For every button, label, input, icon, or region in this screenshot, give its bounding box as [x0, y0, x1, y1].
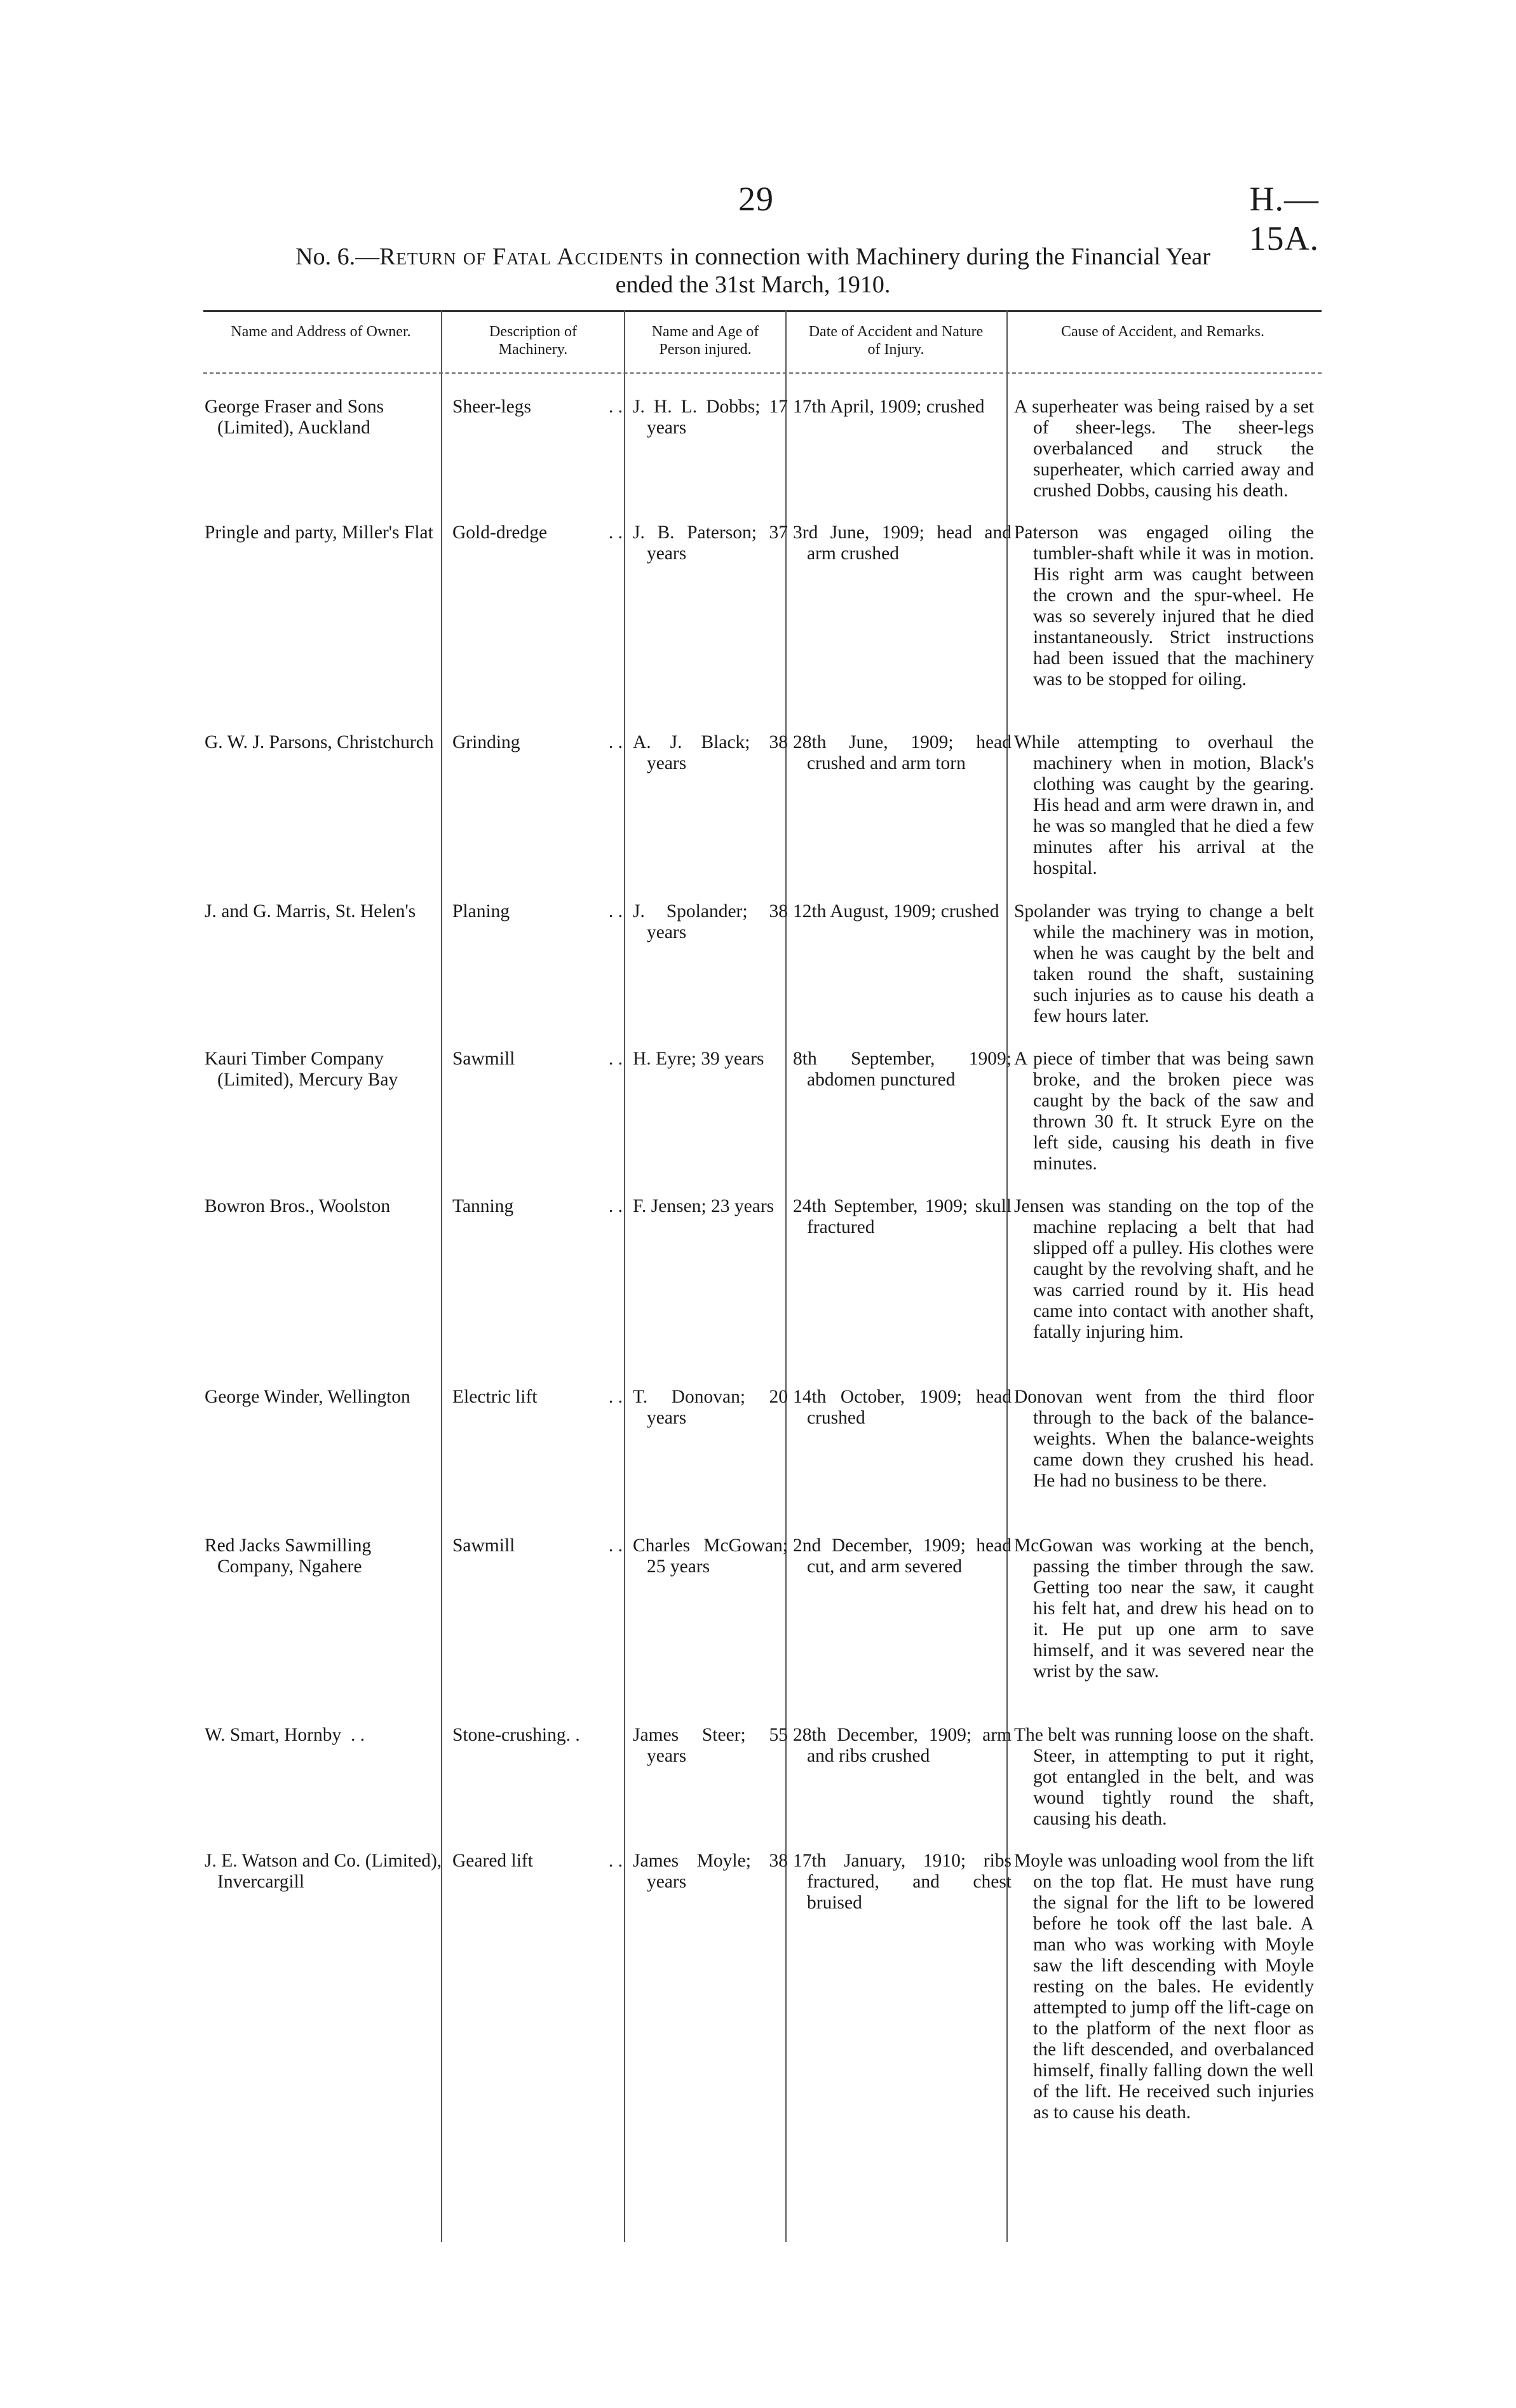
machinery-text: Gold-dredge: [452, 522, 548, 543]
remarks-cell: Spolander was trying to change a belt while the machinery was in motion, when he was caught by the belt and taken round the shaft, sustaining such injuries as to cause his death a few hours later.: [1014, 901, 1314, 1026]
page-title: [184, 243, 1322, 299]
person-cell: James Moyle; 38 years: [633, 1851, 788, 1892]
title-return-of: Return of: [379, 243, 487, 270]
date-injury-cell: 17th January, 1910; ribs fractured, and chest bruised: [793, 1851, 1012, 1913]
remarks-cell: Paterson was engaged oiling the tumbler-shaft while it was in motion. His right arm was caught between the crown and the spur-wheel. He was so severely injured that he died instantaneously. Strict instructions had been issued that the machinery was to be stopped for oiling.: [1014, 522, 1314, 690]
owner-cell: Kauri Timber Company (Limited), Mercury Bay: [205, 1049, 398, 1090]
machinery-text: Sawmill: [452, 1535, 515, 1556]
machinery-text: Sheer-legs: [452, 397, 531, 417]
column-header-person: Name and Age of Person injured.: [651, 323, 759, 358]
person-cell: James Steer; 55 years: [633, 1725, 788, 1766]
machinery-text: Planing: [452, 901, 510, 922]
remarks-cell: Moyle was unloading wool from the lift on the top flat. He must have rung the signal for the lift to be lowered before he took off the last bale. A man who was working with Moyle saw the lift descending with Moyle resting on the bales. He evidently attempted to jump off the lift-cage on to the platform of the next floor as the lift descended, and overbalanced himself, finally falling down the well of the lift. He received such injuries as to cause his death.: [1014, 1851, 1314, 2123]
leader-dots: . .: [608, 1196, 623, 1216]
person-cell: H. Eyre; 39 years: [633, 1049, 764, 1069]
person-cell: A. J. Black; 38 years: [633, 732, 788, 773]
owner-text: W. Smart, Hornby: [205, 1725, 342, 1745]
date-injury-cell: 14th October, 1909; head crushed: [793, 1387, 1012, 1428]
machinery-cell: [452, 1387, 623, 1408]
person-cell: T. Donovan; 20 years: [633, 1387, 788, 1428]
machinery-cell: [452, 1851, 623, 1872]
owner-cell: Pringle and party, Miller's Flat: [205, 522, 433, 543]
leader-dots: . .: [608, 397, 623, 417]
leader-dots: . .: [608, 1535, 623, 1556]
owner-cell: J. and G. Marris, St. Helen's: [205, 901, 416, 922]
header-rule: [203, 372, 1322, 374]
remarks-cell: A superheater was being raised by a set of sheer-legs. The sheer-legs overbalanced and struck the superheater, which carried away and crushed Dobbs, causing his death.: [1014, 397, 1314, 501]
leader-dots: . .: [608, 1851, 623, 1871]
owner-cell: J. E. Watson and Co. (Limited), Invercargill: [205, 1851, 442, 1892]
title-line-2: ended the 31st March, 1910.: [615, 271, 891, 298]
person-cell: J. Spolander; 38 years: [633, 901, 788, 942]
machinery-text: Stone-crushing: [452, 1725, 566, 1745]
leader-dots: . .: [608, 1387, 623, 1407]
column-divider: [624, 310, 625, 2242]
date-injury-cell: 12th August, 1909; crushed: [793, 901, 999, 922]
column-divider: [785, 310, 787, 2242]
owner-cell: Red Jacks Sawmilling Company, Ngahere: [205, 1535, 372, 1577]
leader-dots: . .: [608, 522, 623, 543]
date-injury-cell: 2nd December, 1909; head cut, and arm severed: [793, 1535, 1012, 1577]
machinery-cell: [452, 397, 623, 418]
column-divider: [441, 310, 442, 2242]
date-injury-cell: 24th September, 1909; skull fractured: [793, 1196, 1012, 1237]
person-cell: J. B. Paterson; 37 years: [633, 522, 788, 564]
page-number: 29: [738, 180, 774, 218]
column-header-machinery: Description of Machinery.: [489, 323, 577, 358]
machinery-cell: [452, 1196, 623, 1217]
title-rest: in connection with Machinery during the Financial Year: [670, 243, 1210, 270]
machinery-cell: [452, 901, 623, 922]
column-header-remarks: Cause of Accident, and Remarks.: [1061, 323, 1264, 340]
machinery-text: Geared lift: [452, 1851, 533, 1871]
remarks-cell: The belt was running loose on the shaft. Steer, in attempting to put it right, got entangled in the belt, and was wound tightly round the shaft, causing his death.: [1014, 1725, 1314, 1829]
owner-cell: George Winder, Wellington: [205, 1387, 410, 1407]
table-top-rule: [203, 310, 1322, 312]
machinery-cell: [452, 732, 623, 753]
person-cell: J. H. L. Dobbs; 17 years: [633, 397, 788, 438]
machinery-text: Grinding: [452, 732, 520, 752]
remarks-cell: Donovan went from the third floor through to the back of the balance-weights. When the balance-weights came down they crushed his head. He had no business to be there.: [1014, 1387, 1314, 1491]
owner-cell: George Fraser and Sons (Limited), Auckland: [205, 397, 384, 438]
machinery-cell: [452, 1725, 618, 1746]
machinery-text: Sawmill: [452, 1049, 515, 1069]
machinery-text: Tanning: [452, 1196, 514, 1216]
remarks-cell: Jensen was standing on the top of the machine replacing a belt that had slipped off a pulley. His clothes were caught by the revolving shaft, and he was carried round by it. His head came into contact with another shaft, fatally injuring him.: [1014, 1196, 1314, 1342]
leader-dots: . .: [341, 1725, 365, 1745]
column-header-owner: Name and Address of Owner.: [231, 323, 411, 340]
person-cell: Charles McGowan; 25 years: [633, 1535, 788, 1577]
person-cell: F. Jensen; 23 years: [633, 1196, 775, 1216]
date-injury-cell: 28th December, 1909; arm and ribs crushed: [793, 1725, 1012, 1766]
leader-dots: . .: [565, 1725, 580, 1745]
machinery-cell: [452, 522, 623, 543]
leader-dots: . .: [608, 901, 623, 922]
leader-dots: . .: [608, 732, 623, 752]
owner-cell: [205, 1725, 443, 1746]
machinery-text: Electric lift: [452, 1387, 538, 1407]
column-header-date-injury: Date of Accident and Nature of Injury.: [808, 323, 984, 358]
date-injury-cell: 8th September, 1909; abdomen punctured: [793, 1049, 1012, 1090]
remarks-cell: While attempting to overhaul the machinery when in motion, Black's clothing was caught by the gearing. His head and arm were drawn in, and he was so mangled that he died a few minutes after his arrival at the hospital.: [1014, 732, 1314, 878]
remarks-cell: McGowan was working at the bench, passing the timber through the saw. Getting too near the saw, it caught his felt hat, and drew his head on to it. He put up one arm to save himself, and it was severed near the wrist by the saw.: [1014, 1535, 1314, 1682]
date-injury-cell: 3rd June, 1909; head and arm crushed: [793, 522, 1012, 564]
column-divider: [1006, 310, 1008, 2242]
machinery-cell: [452, 1535, 623, 1556]
title-fatal-accidents: Fatal Accidents: [492, 243, 664, 270]
leader-dots: . .: [608, 1049, 623, 1069]
date-injury-cell: 17th April, 1909; crushed: [793, 397, 985, 417]
date-injury-cell: 28th June, 1909; head crushed and arm torn: [793, 732, 1012, 773]
owner-cell: Bowron Bros., Woolston: [205, 1196, 391, 1216]
title-number: No. 6.—: [295, 243, 380, 270]
remarks-cell: A piece of timber that was being sawn broke, and the broken piece was caught by the back of the saw and thrown 30 ft. It struck Eyre on the left side, causing his death in five minutes.: [1014, 1049, 1314, 1174]
owner-cell: G. W. J. Parsons, Christchurch: [205, 732, 434, 752]
machinery-cell: [452, 1049, 623, 1070]
paper-reference: H.—15A.: [1249, 180, 1319, 257]
